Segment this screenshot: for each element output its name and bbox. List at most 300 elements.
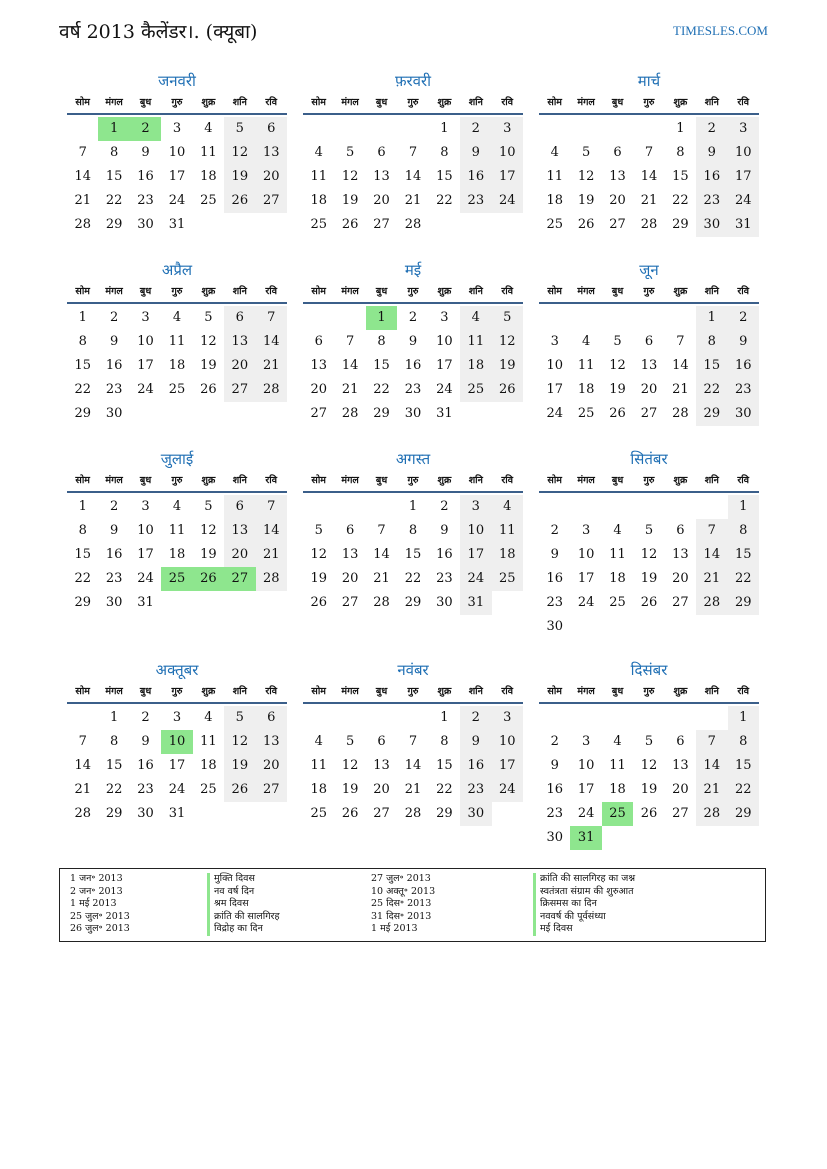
weekday-label: मंगल <box>577 286 595 297</box>
day-cell: 20 <box>310 382 327 397</box>
day-cell: 30 <box>137 217 154 232</box>
day-cell: 19 <box>640 571 658 586</box>
weekday-label: मंगल <box>105 686 123 697</box>
legend-labels-right <box>533 873 635 936</box>
day-cell: 5 <box>492 306 523 330</box>
day-cell: 5 <box>613 334 622 349</box>
day-cell: 17 <box>546 382 563 397</box>
day-cell: 1 <box>408 499 418 514</box>
legend-label: मई दिवस <box>533 923 635 936</box>
day-cell: 29 <box>436 806 453 821</box>
weekday-label: शनि <box>704 97 719 108</box>
holiday-day-cell: 25 <box>161 567 192 591</box>
day-cell: 18 <box>200 169 217 184</box>
day-grid <box>67 306 287 426</box>
day-cell: 11 <box>168 523 186 538</box>
day-cell: 16 <box>105 547 123 562</box>
weekday-header <box>303 92 523 115</box>
legend-date: 1 मई 2013 <box>70 898 117 909</box>
day-cell: 28 <box>74 806 91 821</box>
day-cell: 19 <box>224 754 255 778</box>
weekday-header <box>539 281 759 304</box>
day-cell: 29 <box>404 595 422 610</box>
day-cell: 2 <box>408 310 418 325</box>
month-block <box>303 70 523 237</box>
day-cell: 21 <box>696 778 727 802</box>
month-block <box>539 259 759 426</box>
day-cell: 10 <box>492 730 523 754</box>
weekday-label: रवि <box>501 97 514 108</box>
day-cell: 21 <box>256 354 287 378</box>
holiday-day-cell: 10 <box>161 730 192 754</box>
day-cell: 18 <box>492 543 523 567</box>
day-cell: 7 <box>78 145 87 160</box>
day-cell: 12 <box>200 334 217 349</box>
day-cell: 25 <box>168 382 186 397</box>
weekday-label: शुक्र <box>673 286 688 297</box>
day-cell: 17 <box>137 358 154 373</box>
month-block <box>67 448 287 615</box>
day-cell: 19 <box>200 358 217 373</box>
day-cell: 27 <box>373 217 390 232</box>
day-cell: 2 <box>109 310 119 325</box>
weekday-label: सोम <box>547 686 562 697</box>
day-cell: 20 <box>224 354 255 378</box>
weekday-label: गुरु <box>407 686 419 697</box>
day-cell: 29 <box>74 406 91 421</box>
weekday-label: गुरु <box>171 97 183 108</box>
day-cell: 30 <box>546 830 563 845</box>
day-cell: 14 <box>373 547 390 562</box>
day-grid <box>303 117 523 237</box>
day-cell: 4 <box>204 710 213 725</box>
empty-cell <box>633 495 664 519</box>
day-cell: 17 <box>168 758 186 773</box>
day-cell: 28 <box>404 806 422 821</box>
day-cell: 1 <box>728 706 759 730</box>
weekday-label: शनि <box>468 686 483 697</box>
weekday-label: शनि <box>468 475 483 486</box>
day-cell: 4 <box>314 145 323 160</box>
day-cell: 18 <box>460 354 491 378</box>
weekday-label: शुक्र <box>201 286 216 297</box>
day-cell: 26 <box>341 217 359 232</box>
day-cell: 4 <box>204 121 213 136</box>
day-cell: 6 <box>314 334 323 349</box>
month-block <box>303 259 523 426</box>
day-cell: 28 <box>373 595 390 610</box>
weekday-label: शुक्र <box>437 475 452 486</box>
day-cell: 4 <box>613 523 622 538</box>
weekday-label: सोम <box>75 286 90 297</box>
weekday-label: रवि <box>265 475 278 486</box>
empty-cell <box>334 117 365 141</box>
day-cell: 6 <box>676 734 685 749</box>
day-cell: 29 <box>728 591 759 615</box>
day-cell: 9 <box>408 334 418 349</box>
weekday-label: गुरु <box>643 475 655 486</box>
empty-cell <box>539 706 570 730</box>
month-name: जनवरी <box>158 72 196 90</box>
day-cell: 8 <box>696 330 727 354</box>
empty-cell <box>665 495 696 519</box>
day-cell: 21 <box>74 782 91 797</box>
day-cell: 19 <box>640 782 658 797</box>
empty-cell <box>366 495 397 519</box>
day-cell: 28 <box>640 217 658 232</box>
empty-cell <box>665 706 696 730</box>
day-cell: 20 <box>609 193 626 208</box>
day-cell: 12 <box>640 547 658 562</box>
day-cell: 6 <box>613 145 622 160</box>
day-cell: 29 <box>728 802 759 826</box>
empty-cell <box>633 306 664 330</box>
empty-cell <box>570 706 601 730</box>
day-cell: 4 <box>581 334 591 349</box>
day-cell: 7 <box>408 734 418 749</box>
day-cell: 8 <box>109 734 119 749</box>
day-cell: 31 <box>460 591 491 615</box>
month-block <box>67 259 287 426</box>
day-cell: 10 <box>577 758 595 773</box>
day-cell: 4 <box>172 499 182 514</box>
empty-cell <box>696 495 727 519</box>
weekday-label: सोम <box>75 475 90 486</box>
weekday-label: मंगल <box>105 97 123 108</box>
day-cell: 22 <box>436 193 453 208</box>
day-cell: 3 <box>492 706 523 730</box>
day-grid <box>303 495 523 615</box>
legend-dates-left <box>70 873 130 936</box>
weekday-label: मंगल <box>577 686 595 697</box>
day-cell: 12 <box>224 730 255 754</box>
day-cell: 14 <box>341 358 359 373</box>
holiday-day-cell: 1 <box>98 117 129 141</box>
day-cell: 25 <box>310 806 327 821</box>
legend-label: स्वतंत्रता संग्राम की शुरुआत <box>533 886 635 899</box>
day-cell: 30 <box>105 595 123 610</box>
day-cell: 2 <box>460 706 491 730</box>
weekday-header <box>303 681 523 704</box>
day-cell: 6 <box>676 523 685 538</box>
weekday-label: सोम <box>311 475 326 486</box>
weekday-label: शुक्र <box>437 286 452 297</box>
day-cell: 2 <box>550 523 559 538</box>
empty-cell <box>397 117 428 141</box>
day-cell: 17 <box>577 782 595 797</box>
day-cell: 31 <box>728 213 759 237</box>
weekday-label: सोम <box>311 286 326 297</box>
day-cell: 9 <box>550 547 559 562</box>
day-cell: 15 <box>728 754 759 778</box>
day-cell: 22 <box>373 382 390 397</box>
day-cell: 24 <box>137 571 154 586</box>
month-name: सितंबर <box>630 450 668 468</box>
day-cell: 4 <box>492 495 523 519</box>
day-cell: 7 <box>676 334 685 349</box>
weekday-label: बुध <box>139 475 152 486</box>
holiday-day-cell: 26 <box>193 567 224 591</box>
day-cell: 27 <box>373 806 390 821</box>
day-cell: 20 <box>256 165 287 189</box>
weekday-label: गुरु <box>407 286 419 297</box>
day-cell: 3 <box>581 734 591 749</box>
legend-date: 10 अक्तू॰ 2013 <box>371 885 436 897</box>
day-cell: 14 <box>696 754 727 778</box>
legend-label: क्रांति की सालगिरह का जश्न <box>533 873 635 886</box>
day-cell: 5 <box>644 523 654 538</box>
day-cell: 2 <box>460 117 491 141</box>
day-cell: 4 <box>172 310 182 325</box>
weekday-label: मंगल <box>577 475 595 486</box>
empty-cell <box>602 495 633 519</box>
day-cell: 23 <box>105 571 123 586</box>
day-cell: 16 <box>137 758 154 773</box>
month-name: जून <box>639 261 659 279</box>
day-cell: 17 <box>577 571 595 586</box>
day-cell: 22 <box>74 382 91 397</box>
day-cell: 8 <box>440 734 449 749</box>
day-cell: 26 <box>577 217 595 232</box>
day-cell: 5 <box>581 145 591 160</box>
day-cell: 25 <box>200 782 217 797</box>
day-cell: 25 <box>492 567 523 591</box>
day-cell: 1 <box>728 495 759 519</box>
day-cell: 23 <box>460 189 491 213</box>
day-cell: 19 <box>492 354 523 378</box>
day-cell: 7 <box>696 730 727 754</box>
weekday-label: मंगल <box>341 97 359 108</box>
day-cell: 9 <box>460 141 491 165</box>
empty-cell <box>303 306 334 330</box>
day-cell: 20 <box>373 782 390 797</box>
day-cell: 25 <box>460 378 491 402</box>
day-cell: 29 <box>373 406 390 421</box>
month-name: दिसंबर <box>630 661 668 679</box>
day-cell: 26 <box>341 806 359 821</box>
day-grid <box>539 117 759 237</box>
weekday-label: शुक्र <box>673 475 688 486</box>
day-cell: 2 <box>550 734 559 749</box>
day-cell: 12 <box>200 523 217 538</box>
weekday-label: शनि <box>232 475 247 486</box>
day-cell: 12 <box>224 141 255 165</box>
day-cell: 7 <box>256 495 287 519</box>
day-cell: 13 <box>224 330 255 354</box>
day-cell: 23 <box>728 378 759 402</box>
day-cell: 30 <box>546 619 563 634</box>
day-cell: 23 <box>696 189 727 213</box>
day-cell: 24 <box>168 782 186 797</box>
day-cell: 12 <box>310 547 327 562</box>
day-cell: 1 <box>440 121 449 136</box>
day-cell: 11 <box>577 358 595 373</box>
day-cell: 8 <box>109 145 119 160</box>
day-cell: 18 <box>609 782 626 797</box>
weekday-label: बुध <box>139 686 152 697</box>
day-cell: 6 <box>224 495 255 519</box>
month-block <box>539 448 759 639</box>
day-cell: 8 <box>78 523 87 538</box>
day-cell: 22 <box>105 193 123 208</box>
day-cell: 11 <box>492 519 523 543</box>
day-cell: 14 <box>256 519 287 543</box>
weekday-label: रवि <box>737 475 750 486</box>
day-cell: 3 <box>550 334 559 349</box>
day-cell: 20 <box>224 543 255 567</box>
day-cell: 27 <box>256 778 287 802</box>
weekday-label: शनि <box>704 686 719 697</box>
day-cell: 18 <box>609 571 626 586</box>
day-cell: 29 <box>696 402 727 426</box>
empty-cell <box>602 306 633 330</box>
month-block <box>303 659 523 826</box>
day-cell: 18 <box>168 547 186 562</box>
empty-cell <box>602 706 633 730</box>
weekday-label: बुध <box>375 286 388 297</box>
day-cell: 11 <box>546 169 563 184</box>
day-cell: 19 <box>310 571 327 586</box>
day-cell: 23 <box>105 382 123 397</box>
day-cell: 8 <box>408 523 418 538</box>
month-block <box>67 659 287 826</box>
weekday-label: गुरु <box>407 475 419 486</box>
day-cell: 30 <box>137 806 154 821</box>
empty-cell <box>397 706 428 730</box>
site-link[interactable]: TIMESLES.COM <box>673 23 768 38</box>
weekday-label: रवि <box>501 686 514 697</box>
day-cell: 13 <box>672 758 689 773</box>
day-cell: 13 <box>224 519 255 543</box>
day-cell: 11 <box>168 334 186 349</box>
day-cell: 30 <box>728 402 759 426</box>
legend-date: 1 मई 2013 <box>371 923 418 934</box>
day-cell: 12 <box>341 758 359 773</box>
day-cell: 26 <box>310 595 327 610</box>
day-cell: 20 <box>672 571 689 586</box>
day-cell: 30 <box>105 406 123 421</box>
legend-label: श्रम दिवस <box>207 898 280 911</box>
day-cell: 21 <box>696 567 727 591</box>
day-cell: 9 <box>550 758 559 773</box>
day-cell: 13 <box>373 169 390 184</box>
day-cell: 23 <box>404 382 422 397</box>
month-name: अप्रैल <box>161 261 193 279</box>
day-cell: 3 <box>440 310 449 325</box>
empty-cell <box>539 117 570 141</box>
day-cell: 18 <box>577 382 595 397</box>
day-cell: 28 <box>404 217 422 232</box>
month-name: नवंबर <box>397 661 429 679</box>
empty-cell <box>696 706 727 730</box>
holiday-day-cell: 27 <box>224 567 255 591</box>
day-cell: 10 <box>577 547 595 562</box>
day-cell: 30 <box>696 213 727 237</box>
day-cell: 1 <box>440 710 449 725</box>
day-cell: 1 <box>78 310 87 325</box>
day-cell: 20 <box>341 571 359 586</box>
day-cell: 22 <box>105 782 123 797</box>
legend-label: नववर्ष की पूर्वसंध्या <box>533 911 635 924</box>
day-cell: 13 <box>310 358 327 373</box>
day-cell: 6 <box>224 306 255 330</box>
weekday-label: रवि <box>501 286 514 297</box>
day-cell: 22 <box>696 378 727 402</box>
legend-labels-left <box>207 873 280 936</box>
weekday-label: शनि <box>232 97 247 108</box>
weekday-label: शुक्र <box>673 97 688 108</box>
day-cell: 2 <box>109 499 119 514</box>
page-title: वर्ष 2013 कैलेंडर।. (क्यूबा) <box>59 21 258 43</box>
weekday-label: सोम <box>311 97 326 108</box>
day-cell: 20 <box>256 754 287 778</box>
day-cell: 13 <box>672 547 689 562</box>
day-cell: 7 <box>696 519 727 543</box>
weekday-label: गुरु <box>171 286 183 297</box>
day-cell: 5 <box>224 117 255 141</box>
weekday-label: सोम <box>547 286 562 297</box>
day-cell: 28 <box>672 406 689 421</box>
day-cell: 19 <box>609 382 626 397</box>
day-cell: 23 <box>546 595 563 610</box>
day-cell: 5 <box>224 706 255 730</box>
day-cell: 14 <box>256 330 287 354</box>
weekday-label: मंगल <box>105 475 123 486</box>
day-cell: 19 <box>200 547 217 562</box>
weekday-label: मंगल <box>341 475 359 486</box>
legend-date: 25 दिस॰ 2013 <box>371 898 432 909</box>
day-cell: 3 <box>460 495 491 519</box>
day-cell: 15 <box>672 169 689 184</box>
month-block <box>539 70 759 237</box>
weekday-label: शनि <box>704 475 719 486</box>
legend-date: 27 जुल॰ 2013 <box>371 873 431 884</box>
day-cell: 11 <box>310 169 327 184</box>
empty-cell <box>67 117 98 141</box>
day-cell: 27 <box>341 595 359 610</box>
day-cell: 13 <box>609 169 626 184</box>
day-cell: 21 <box>341 382 359 397</box>
day-cell: 15 <box>74 547 91 562</box>
weekday-label: शुक्र <box>201 686 216 697</box>
day-cell: 7 <box>256 306 287 330</box>
legend-label: क्रिसमस का दिन <box>533 898 635 911</box>
day-cell: 19 <box>341 193 359 208</box>
weekday-header <box>67 470 287 493</box>
day-cell: 9 <box>141 734 150 749</box>
day-cell: 24 <box>577 595 595 610</box>
weekday-label: शुक्र <box>201 475 216 486</box>
day-cell: 3 <box>141 499 150 514</box>
day-cell: 12 <box>609 358 626 373</box>
holiday-legend <box>59 868 766 942</box>
day-cell: 18 <box>200 758 217 773</box>
day-cell: 21 <box>404 193 422 208</box>
day-cell: 1 <box>696 306 727 330</box>
day-cell: 9 <box>141 145 150 160</box>
weekday-label: रवि <box>737 286 750 297</box>
day-cell: 29 <box>105 217 123 232</box>
month-block <box>67 70 287 237</box>
day-cell: 28 <box>256 378 287 402</box>
day-cell: 6 <box>256 117 287 141</box>
weekday-label: रवि <box>265 97 278 108</box>
day-cell: 9 <box>728 330 759 354</box>
empty-cell <box>366 117 397 141</box>
day-cell: 15 <box>105 169 123 184</box>
day-cell: 9 <box>440 523 449 538</box>
day-grid <box>539 706 759 850</box>
